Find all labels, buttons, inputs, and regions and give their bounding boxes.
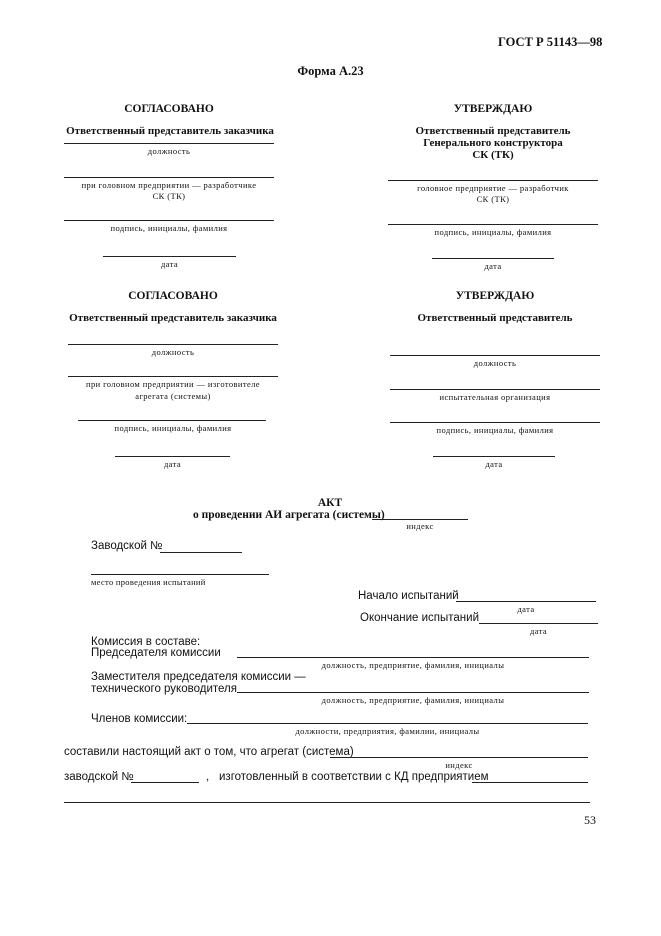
date-caption: дата — [484, 261, 502, 271]
continuation-line[interactable] — [64, 802, 590, 803]
approval-role: Ответственный представитель — [415, 125, 571, 137]
unit-index-line[interactable] — [330, 757, 588, 758]
commission-label: Комиссия в составе: — [91, 636, 201, 648]
signature-caption: подпись, инициалы, фамилия — [110, 223, 228, 233]
deputy-label: Заместителя председателя комиссии — — [91, 671, 306, 683]
approval-role-3: СК (ТК) — [472, 149, 514, 161]
enterprise-caption-2: агрегата (системы) — [135, 391, 211, 401]
compiled-text: составили настоящий акт о том, что агрегат (система) — [64, 746, 354, 758]
position-caption: должность — [151, 347, 195, 357]
position-line[interactable] — [68, 344, 278, 345]
approval-heading: СОГЛАСОВАНО — [124, 103, 214, 115]
deputy-caption: должность, предприятие, фамилия, инициалы — [321, 695, 505, 705]
act-index-caption: индекс — [406, 521, 434, 531]
approval-role-2: Генерального конструктора — [423, 137, 563, 149]
act-index-line[interactable] — [372, 519, 468, 520]
enterprise-name-line[interactable] — [472, 782, 588, 783]
enterprise-caption-2: СК (ТК) — [476, 194, 510, 204]
page-number: 53 — [584, 813, 596, 827]
position-caption: должность — [473, 358, 517, 368]
date-caption: дата — [485, 459, 503, 469]
unit-index-caption: индекс — [445, 760, 473, 770]
chairman-caption: должность, предприятие, фамилия, инициалы — [321, 660, 505, 670]
test-end-line[interactable] — [479, 623, 598, 624]
position-caption: должность — [147, 146, 191, 156]
test-start-date-caption: дата — [517, 604, 535, 614]
act-subtitle: о проведении АИ агрегата (системы) — [193, 509, 385, 521]
approval-heading: УТВЕРЖДАЮ — [453, 103, 533, 115]
members-caption: должности, предприятия, фамилии, инициалы — [295, 726, 480, 736]
approval-heading: УТВЕРЖДАЮ — [455, 290, 535, 302]
approval-role: Ответственный представитель заказчика — [66, 125, 274, 137]
manufactured-text: изготовленный в соответствии с КД предприятием — [219, 771, 489, 783]
enterprise-line[interactable] — [64, 177, 274, 178]
enterprise-caption-2: СК (ТК) — [152, 191, 186, 201]
members-label: Членов комиссии: — [91, 713, 188, 725]
date-line[interactable] — [433, 456, 555, 457]
signature-caption: подпись, инициалы, фамилия — [436, 425, 554, 435]
signature-line[interactable] — [64, 220, 274, 221]
enterprise-caption: при головном предприятии — разработчике — [81, 180, 257, 190]
test-start-label: Начало испытаний — [358, 590, 459, 602]
date-line[interactable] — [115, 456, 230, 457]
signature-caption: подпись, инициалы, фамилия — [114, 423, 232, 433]
signature-caption: подпись, инициалы, фамилия — [434, 227, 552, 237]
factory-number-2-line[interactable] — [131, 782, 199, 783]
chairman-line[interactable] — [237, 657, 589, 658]
date-line[interactable] — [103, 256, 236, 257]
factory-number-label: Заводской № — [91, 540, 163, 552]
form-title: Форма А.23 — [297, 64, 364, 78]
enterprise-line[interactable] — [388, 180, 598, 181]
members-line[interactable] — [187, 723, 588, 724]
approval-role: Ответственный представитель заказчика — [69, 312, 277, 324]
test-start-line[interactable] — [456, 601, 596, 602]
organization-line[interactable] — [390, 389, 600, 390]
approval-role: Ответственный представитель — [417, 312, 573, 324]
deputy-line[interactable] — [237, 692, 589, 693]
enterprise-caption: головное предприятие — разработчик — [417, 183, 569, 193]
position-line[interactable] — [64, 143, 274, 144]
enterprise-caption: при головном предприятии — изготовителе — [86, 379, 260, 389]
chairman-label: Председателя комиссии — [91, 647, 221, 659]
standard-number: ГОСТ Р 51143—98 — [498, 35, 603, 49]
test-place-caption: место проведения испытаний — [91, 577, 206, 587]
date-caption: дата — [163, 459, 182, 469]
enterprise-line[interactable] — [68, 376, 278, 377]
organization-caption: испытательная организация — [439, 392, 551, 402]
comma-text: , — [206, 771, 210, 783]
factory-number-2-label: заводской № — [64, 771, 134, 783]
test-end-date-caption: дата — [529, 626, 548, 636]
signature-line[interactable] — [390, 422, 600, 423]
date-line[interactable] — [432, 258, 554, 259]
test-place-line[interactable] — [91, 574, 269, 575]
deputy-label-2: технического руководителя — [91, 683, 237, 695]
date-caption: дата — [160, 259, 179, 269]
factory-number-line[interactable] — [160, 552, 242, 553]
signature-line[interactable] — [78, 420, 266, 421]
test-end-label: Окончание испытаний — [360, 612, 480, 624]
approval-heading: СОГЛАСОВАНО — [128, 290, 218, 302]
position-line[interactable] — [390, 355, 600, 356]
act-title: АКТ — [317, 497, 343, 509]
signature-line[interactable] — [388, 224, 598, 225]
